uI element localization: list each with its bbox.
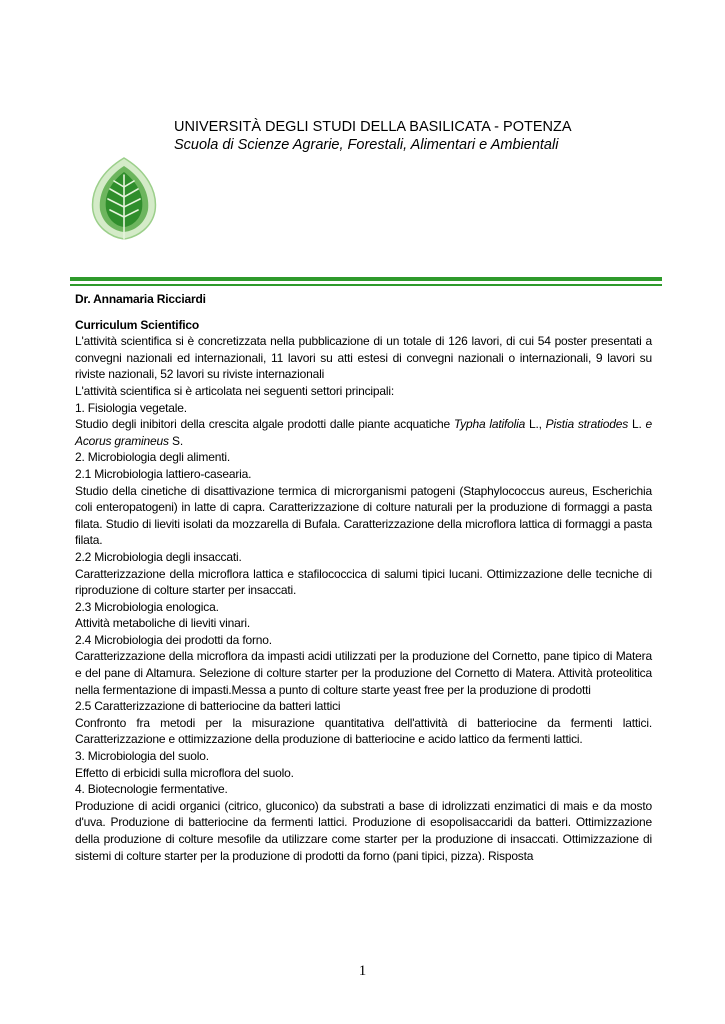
sector-2-1-text: Studio della cinetiche di disattivazione termica di microrganismi patogeni (Staphylococcus aureus, Escherichia coli enteropatogeni) in latte di capra. Caratterizzazione di colture naturali per la produzione di formaggi a pasta filata. Studio di lieviti isolati da mozzarella di Bufala. Caratterizzazione della microflora lattica di formaggi a pasta filata. [75,483,652,548]
species-typha: Typha latifolia [453,417,526,432]
page-number: 1 [358,963,367,979]
sector-1-heading: 1. Fisiologia vegetale. [75,400,187,415]
sector-4-heading: 4. Biotecnologie fermentative. [75,782,228,797]
species-author-3: S. [168,433,183,448]
species-pistia: Pistia stratiodes [545,417,629,432]
sector-3-heading: 3. Microbiologia del suolo. [75,749,209,764]
sector-1-text-a: Studio degli inibitori della crescita algale prodotti dalle piante acquatiche [75,417,454,432]
school-name: Scuola di Scienze Agrarie, Forestali, Alimentari e Ambientali [174,137,559,153]
leaf-logo-graphic [86,155,162,241]
leaf-logo-icon [86,155,162,241]
document-body [75,291,652,864]
sector-1-text [75,416,652,449]
species-acorus: e Acorus gramineus [75,417,652,448]
sector-2-3-text: Attività metaboliche di lieviti vinari. [75,616,251,631]
sector-2-2-heading: 2.2 Microbiologia degli insaccati. [75,549,242,564]
sector-2-4-text: Caratterizzazione della microflora da impasti acidi utilizzati per la produzione del Cornetto, pane tipico di Matera e del pane di Altamura. Selezione di colture starter per la produzione del Cornetto di Matera. Attività proteolitica nella fermentazione di impasti.Messa a punto di colture starte yeast free per la produzione di prodotti [75,649,652,697]
sector-3-text: Effetto di erbicidi sulla microflora del suolo. [75,765,294,780]
author-name: Dr. Annamaria Ricciardi [75,292,206,306]
sector-2-4-heading: 2.4 Microbiologia dei prodotti da forno. [75,632,272,647]
intro-paragraph: L'attività scientifica si è concretizzata nella pubblicazione di un totale di 126 lavori, di cui 54 poster presentati a convegni nazionali ed internazionali, 11 lavori su atti estesi di convegni nazionali o internazionali, 9 lavori su riviste nazionali, 52 lavori su riviste internazionali [75,334,652,382]
header-divider-thin [70,284,662,286]
header-divider-thick [70,277,662,281]
species-author-2: L. [628,417,646,432]
letterhead [174,118,694,154]
sector-2-3-heading: 2.3 Microbiologia enologica. [75,599,219,614]
sector-2-heading: 2. Microbiologia degli alimenti. [75,450,230,465]
university-name: UNIVERSITÀ DEGLI STUDI DELLA BASILICATA - POTENZA [174,119,572,135]
sectors-intro: L'attività scientifica si è articolata nei seguenti settori principali: [75,383,395,398]
sector-2-2-text: Caratterizzazione della microflora lattica e stafilococcica di salumi tipici lucani. Ottimizzazione delle tecniche di riproduzione di colture starter per insaccati. [75,566,652,598]
sector-2-1-heading: 2.1 Microbiologia lattiero-casearia. [75,466,252,481]
section-title: Curriculum Scientifico [75,317,200,332]
sector-2-5-text: Confronto fra metodi per la misurazione quantitativa dell'attività di batteriocine da fermenti lattici. Caratterizzazione e ottimizzazione della produzione di batteriocine e acido lattico da fermenti lattici. [75,715,652,747]
species-author-1: L., [525,417,546,432]
sector-2-5-heading: 2.5 Caratterizzazione di batteriocine da batteri lattici [75,699,341,714]
sector-4-text: Produzione di acidi organici (citrico, gluconico) da substrati a base di idrolizzati enzimatici di mais e da mosto d'uva. Produzione di batteriocine da fermenti lattici. Produzione di esopolisaccaridi da batteri. Ottimizzazione della produzione di colture mesofile da utilizzare come starter per la produzione di insaccati. Ottimizzazione di sistemi di colture starter per la produzione di prodotti da forno (pani tipici, pizza). Risposta [75,798,652,863]
